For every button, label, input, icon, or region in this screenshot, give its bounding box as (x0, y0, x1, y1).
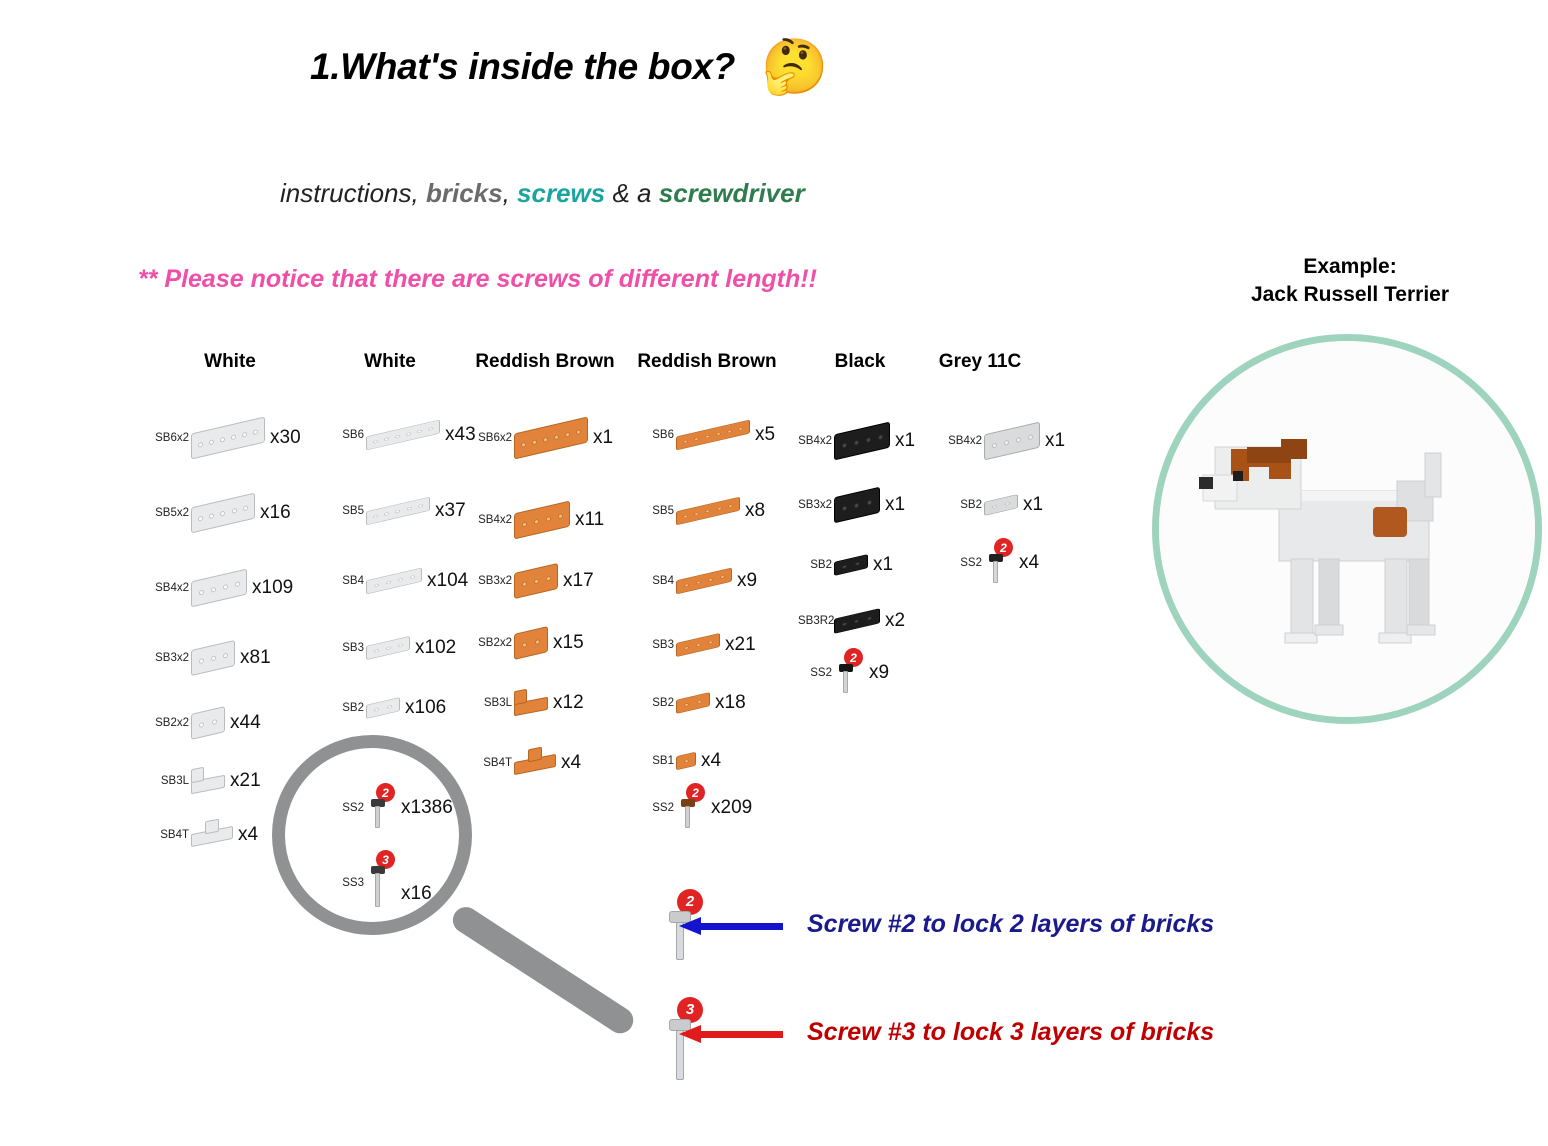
part-quantity: x2 (885, 610, 906, 631)
subtitle-bricks: bricks (425, 178, 503, 208)
part-quantity: x43 (445, 424, 476, 445)
part-row (478, 620, 584, 666)
column-heading-white-1x: White (364, 351, 416, 372)
brick-white-4x2 (191, 569, 247, 608)
part-quantity: x16 (401, 883, 432, 904)
screw-badge: 2 (994, 538, 1013, 557)
part-quantity: x15 (553, 632, 584, 653)
part-quantity: x1 (873, 554, 894, 575)
column-heading-reddish-brown-2x: Reddish Brown (475, 351, 615, 372)
part-quantity: x102 (415, 637, 457, 658)
part-quantity: x109 (252, 577, 294, 598)
subtitle (280, 178, 805, 209)
part-code: SB4x2 (798, 435, 832, 447)
screw-badge: 3 (376, 850, 395, 869)
legend-text-screw3: Screw #3 to lock 3 layers of bricks (807, 1018, 1215, 1046)
part-code: SB3 (652, 639, 674, 651)
part-row (330, 488, 466, 534)
part-code: SB4x2 (948, 435, 982, 447)
part-row (798, 598, 905, 644)
column-heading-black: Black (834, 351, 886, 372)
brick-brown-5 (676, 497, 740, 526)
part-quantity: x18 (715, 692, 746, 713)
brick-brown-3 (676, 633, 720, 657)
part-row (798, 542, 893, 588)
part-row (640, 738, 721, 784)
part-code: SB5 (652, 505, 674, 517)
part-quantity: x1 (593, 427, 614, 448)
part-code: SB2 (810, 559, 832, 571)
part-quantity: x17 (563, 570, 594, 591)
part-code: SB5 (342, 505, 364, 517)
part-row (948, 540, 1039, 586)
brick-brown-1 (676, 752, 696, 771)
brick-brown-4x2 (514, 501, 570, 540)
part-row (155, 812, 258, 858)
part-code: SB3x2 (478, 575, 512, 587)
legend-text-screw2: Screw #2 to lock 2 layers of bricks (807, 910, 1215, 938)
brick-black-4x2 (834, 422, 890, 461)
brick-brown-6 (676, 419, 750, 450)
part-code: SB4T (483, 757, 512, 769)
brick-white-4t (191, 816, 233, 854)
part-quantity: x1 (1045, 430, 1066, 451)
part-code: SB1 (652, 755, 674, 767)
part-row (478, 558, 594, 604)
part-code: SB2 (652, 697, 674, 709)
screw-ss2-brown (676, 787, 706, 829)
part-code: SB2x2 (478, 637, 512, 649)
part-row (798, 418, 915, 464)
part-quantity: x4 (238, 824, 259, 845)
part-quantity: x104 (427, 570, 469, 591)
part-row (330, 625, 456, 671)
part-code: SB3R2 (798, 615, 835, 627)
part-row (640, 680, 746, 726)
part-quantity: x1386 (401, 797, 453, 818)
part-row (478, 680, 584, 726)
example-image-circle (1152, 334, 1542, 724)
part-row (155, 565, 293, 611)
part-code: SB4x2 (155, 582, 189, 594)
part-code: SS3 (342, 877, 364, 889)
part-row (155, 490, 291, 536)
part-row (155, 758, 261, 804)
page-title: 1.What's inside the box? (310, 46, 736, 87)
part-code: SS2 (652, 802, 674, 814)
part-row (640, 488, 765, 534)
part-code: SB4x2 (478, 514, 512, 526)
subtitle-comma: , (502, 178, 510, 208)
screw-badge: 2 (686, 783, 705, 802)
part-quantity: x4 (561, 752, 582, 773)
part-quantity: x209 (711, 797, 753, 818)
part-code: SB3L (160, 775, 189, 787)
brick-white-4 (366, 568, 422, 595)
part-quantity: x1 (1023, 494, 1044, 515)
part-row (948, 482, 1043, 528)
example-label (1200, 253, 1500, 310)
brick-white-3x2 (191, 640, 235, 676)
legend-item-screw2 (665, 893, 1215, 939)
part-quantity: x106 (405, 697, 447, 718)
screw-ss2-grey (984, 542, 1014, 584)
part-row (155, 635, 271, 681)
subtitle-and-a: & a (612, 178, 652, 208)
brick-brown-4t (514, 744, 556, 782)
column-heading-reddish-brown-1x: Reddish Brown (637, 351, 777, 372)
column-heading-grey: Grey 11C (938, 351, 1022, 372)
screw-badge: 2 (677, 889, 703, 915)
brick-black-3x2 (834, 487, 880, 524)
part-code: SB2 (342, 702, 364, 714)
jack-russell-terrier-image (1159, 341, 1535, 717)
example-label-line2: Jack Russell Terrier (1250, 283, 1450, 307)
brick-white-2 (366, 697, 400, 719)
brick-white-6 (366, 419, 440, 450)
part-row (478, 740, 581, 786)
brick-grey-4x2 (984, 422, 1040, 461)
page-title-row (310, 37, 829, 97)
part-row (330, 558, 468, 604)
screw-ss2-black (834, 652, 864, 694)
part-code: SB4 (342, 575, 364, 587)
part-code: SB3x2 (155, 652, 189, 664)
part-code: SB6x2 (478, 432, 512, 444)
part-quantity: x9 (737, 570, 758, 591)
subtitle-instructions: instructions, (280, 178, 419, 208)
part-code: SS2 (342, 802, 364, 814)
screw-ss3 (366, 854, 396, 912)
part-quantity: x9 (869, 662, 890, 683)
part-quantity: x37 (435, 500, 466, 521)
part-row (478, 497, 604, 543)
brick-white-2x2 (191, 706, 225, 740)
part-code: SS2 (960, 557, 982, 569)
part-row (640, 558, 757, 604)
part-row (798, 482, 905, 528)
legend-item-screw3 (665, 1001, 1215, 1047)
part-row (155, 700, 261, 746)
subtitle-screwdriver: screwdriver (658, 178, 805, 208)
part-code: SB2 (960, 499, 982, 511)
part-row (948, 418, 1065, 464)
part-code: SB3 (342, 642, 364, 654)
brick-brown-4 (676, 568, 732, 595)
part-row (330, 685, 446, 731)
column-heading-white-2x: White (204, 351, 256, 372)
brick-black-3r2 (834, 608, 880, 634)
arrow-left-red-icon (679, 1025, 789, 1041)
part-code: SB4 (652, 575, 674, 587)
part-quantity: x4 (1019, 552, 1040, 573)
part-code: SB6x2 (155, 432, 189, 444)
part-quantity: x1 (895, 430, 916, 451)
part-row (478, 415, 613, 461)
part-code: SB6 (652, 429, 674, 441)
subtitle-screws: screws (517, 178, 606, 208)
part-code: SB5x2 (155, 507, 189, 519)
part-row (330, 785, 453, 831)
part-quantity: x30 (270, 427, 301, 448)
part-row (640, 412, 775, 458)
screw-badge: 2 (376, 783, 395, 802)
brick-white-3 (366, 636, 410, 660)
part-row (330, 852, 432, 906)
part-quantity: x8 (745, 500, 766, 521)
part-code: SB4T (160, 829, 189, 841)
part-quantity: x5 (755, 424, 776, 445)
part-code: SB3x2 (798, 499, 832, 511)
part-quantity: x4 (701, 750, 722, 771)
example-label-line1: Example: (1303, 255, 1397, 278)
part-quantity: x81 (240, 647, 271, 668)
brick-brown-3l (514, 685, 548, 722)
part-quantity: x1 (885, 494, 906, 515)
part-row (640, 785, 752, 831)
part-code: SB3L (483, 697, 512, 709)
part-quantity: x21 (725, 634, 756, 655)
screw-badge: 2 (844, 648, 863, 667)
part-code: SB6 (342, 429, 364, 441)
part-row (330, 412, 476, 458)
brick-white-5 (366, 497, 430, 526)
brick-brown-2 (676, 692, 710, 714)
brick-white-6x2 (191, 416, 265, 459)
part-row (155, 415, 301, 461)
part-quantity: x21 (230, 770, 261, 791)
thinking-face-icon: 🤔 (761, 37, 829, 97)
part-row (640, 622, 756, 668)
brick-brown-3x2 (514, 563, 558, 599)
brick-brown-2x2 (514, 626, 548, 660)
screw-ss2 (366, 787, 396, 829)
part-quantity: x16 (260, 502, 291, 523)
arrow-left-blue-icon (679, 917, 789, 933)
screw-length-notice: ** Please notice that there are screws of different length!! (138, 265, 817, 293)
brick-brown-6x2 (514, 416, 588, 459)
magnifier-handle-icon (448, 902, 638, 1038)
part-quantity: x12 (553, 692, 584, 713)
part-quantity: x44 (230, 712, 261, 733)
part-code: SB2x2 (155, 717, 189, 729)
brick-black-2 (834, 554, 868, 576)
part-quantity: x11 (575, 509, 605, 530)
brick-white-5x2 (191, 493, 255, 534)
brick-grey-2 (984, 494, 1018, 516)
screw-badge: 3 (677, 997, 703, 1023)
part-code: SS2 (810, 667, 832, 679)
brick-white-3l (191, 763, 225, 800)
part-row (798, 650, 889, 696)
